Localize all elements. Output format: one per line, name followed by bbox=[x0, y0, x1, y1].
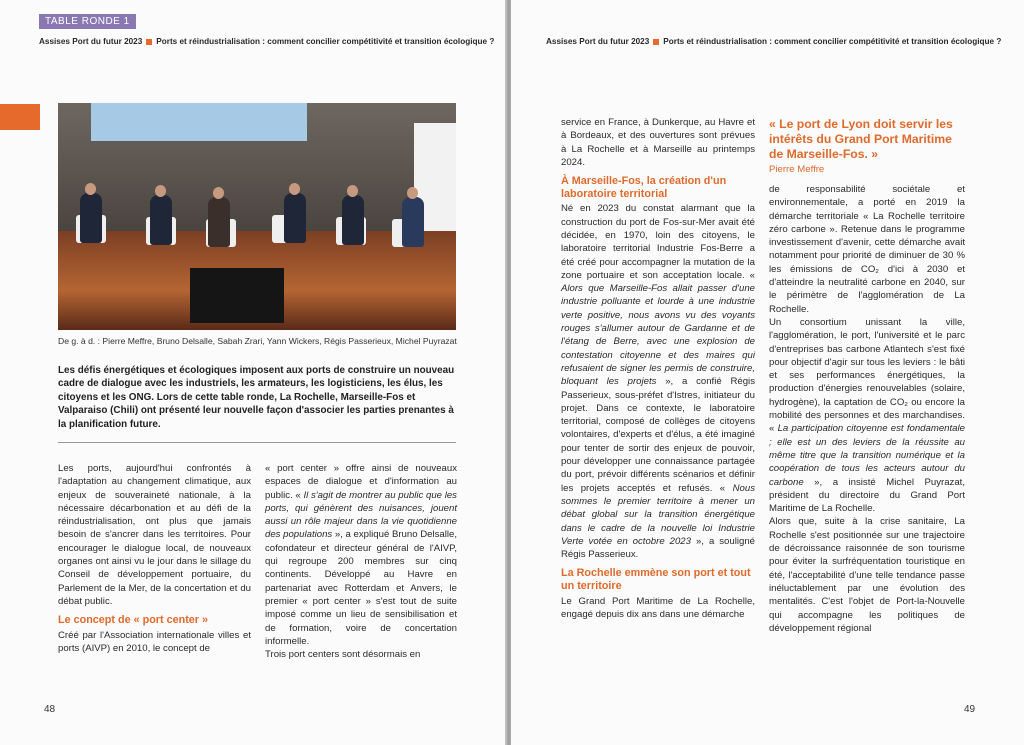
paragraph: « port center » offre ainsi de nouveaux espaces de dialogue et d'information au public. « Il s'agit de montrer au public que les ports, qui génèrent des nuisances, jouent aussi un rôle majeur dans la vie quotidienne des populations », a expliqué Bruno Delsalle, cofondateur et directeur général de l'AIVP, qui regroupe 200 membres sur cinq continents. Développé au Havre en partenariat avec Rotterdam et Anvers, le premier « port center » s'est tout de suite imposé comme un lieu de sensibilisation et de formation, voire de concertation informelle. bbox=[265, 463, 458, 647]
header-subject: Ports et réindustrialisation : comment concilier compétitivité et transition écologique ? bbox=[156, 37, 495, 46]
paragraph: Alors que, suite à la crise sanitaire, La Rochelle s'est positionnée sur une trajectoire de décroissance raisonnée de son tourisme pour éviter la surfréquentation touristique en été, l'acceptabilité d'une telle tendance passe inéluctablement par une évolution des mentalités. C'est l'objet de Port-la-Nouvelle qui accompagne les politiques de développement régional bbox=[769, 516, 965, 634]
subheading: La Rochelle emmène son port et tout un territoire bbox=[561, 567, 751, 592]
pull-quote-author: Pierre Meffre bbox=[769, 164, 825, 175]
pull-quote: « Le port de Lyon doit servir les intérêts du Grand Port Maritime de Marseille-Fos. » bbox=[769, 117, 953, 162]
running-header bbox=[546, 37, 1001, 46]
paragraph: Le Grand Port Maritime de La Rochelle, engagé depuis dix ans dans une démarche bbox=[561, 595, 755, 620]
subheading: À Marseille-Fos, la création d'un laboratoire territorial bbox=[561, 175, 727, 200]
stage-monitor bbox=[190, 268, 284, 323]
page-number: 48 bbox=[44, 704, 56, 715]
panelist bbox=[150, 195, 172, 245]
quote-text: Alors que Marseille-Fos allait passer d'une industrie polluante et lourde à une industrie verte positive, nous avons vu des voyants rouges s'allumer autour de Gardanne et de l'étang de Berre, avec une explosion de contestation citoyenne et des maires qui refusaient de signer les permis de construire, bloquant les projets bbox=[561, 283, 755, 388]
photo-caption: De g. à d. : Pierre Meffre, Bruno Delsalle, Sabah Zrari, Yann Wickers, Régis Passerieux, Michel Puyrazat bbox=[58, 336, 457, 346]
quote-text: La participation citoyenne est fondamentale ; elle est un des leviers de la réussite au même titre que la transition numérique et la coopération de tous les acteurs autour du carbone bbox=[769, 423, 965, 488]
paragraph: Trois port centers sont désormais en bbox=[265, 649, 421, 661]
divider bbox=[58, 442, 456, 443]
paragraph: Créé par l'Association internationale villes et ports (AIVP) en 2010, le concept de bbox=[58, 629, 251, 655]
orange-marker bbox=[0, 104, 40, 130]
quote-text: Il s'agit de montrer au public que les ports, qui génèrent des nuisances, jouent aussi un rôle majeur dans la vie quotidienne des populations bbox=[265, 489, 457, 541]
quote-text: Nous sommes le premier territoire à mener un débat global sur la transition énergétique dans le cadre de la nouvelle loi Industrie Verte votée en octobre 2023 bbox=[561, 482, 755, 547]
left-column-2 bbox=[265, 462, 457, 661]
running-header bbox=[39, 37, 494, 46]
paragraph: Les ports, aujourd'hui confrontés à l'adaptation au changement climatique, aux enjeux de souveraineté nationale, à la nécessaire décarbonation et au défi de la réindustrialisation, ont plus que jamais besoin de s'ancrer dans les territoires. Pour encourager le dialogue local, de nouveaux organes ont ainsi vu le jour dans le sillage du Conseil de développement portuaire, du Parlement de la Mer, de la concertation et du débat public. bbox=[58, 463, 251, 607]
left-page bbox=[0, 0, 507, 745]
right-column-1 bbox=[561, 116, 755, 621]
panelist bbox=[208, 197, 230, 247]
subheading: Le concept de « port center » bbox=[58, 614, 208, 627]
projection-screen bbox=[91, 103, 307, 141]
panelist bbox=[284, 193, 306, 243]
section-tag: TABLE RONDE 1 bbox=[39, 14, 136, 29]
page-number: 49 bbox=[964, 704, 976, 715]
orange-square-icon bbox=[146, 39, 152, 45]
panelist bbox=[402, 197, 424, 247]
right-page bbox=[511, 0, 1024, 745]
right-column-2 bbox=[769, 183, 965, 635]
paragraph: de responsabilité sociétale et environnementale, a porté en 2019 la démarche territoriale « La Rochelle territoire zéro carbone ». Retenue dans le programme investissement d'avenir, cette démarche avait notamment pour priorité de diminuer de 30 % les émissions de CO₂ d'ici à 2030 et d'atteindre la neutralité carbone en 2040, sur le périmètre de l'agglomération de La Rochelle. bbox=[769, 184, 965, 315]
header-event: Assises Port du futur 2023 bbox=[39, 37, 143, 46]
header-event: Assises Port du futur 2023 bbox=[546, 37, 650, 46]
header-subject: Ports et réindustrialisation : comment concilier compétitivité et transition écologique ? bbox=[663, 37, 1002, 46]
article-intro: Les défis énergétiques et écologiques imposent aux ports de construire un nouveau cadre de dialogue avec les industriels, les armateurs, les logisticiens, les élus, les citoyens et les ONG. Lors de cette table ronde, La Rochelle, Marseille-Fos et Valparaiso (Chili) ont présenté leur nouvelle façon d'associer les parties prenantes à la planification future. bbox=[58, 365, 455, 430]
left-column-1 bbox=[58, 462, 251, 655]
round-table-photo bbox=[58, 103, 456, 330]
paragraph: service en France, à Dunkerque, au Havre et à Bordeaux, et des ouvertures sont prévues à La Rochelle et à Marseille au printemps 2024. bbox=[561, 117, 755, 168]
paragraph: Né en 2023 du constat alarmant que la construction du port de Fos-sur-Mer avait été décidée, en 1970, loin des citoyens, le laboratoire territorial Industrie Fos-Berre a été créé pour accompagner la mutation de la zone portuaire et son acceptation locale. « Alors que Marseille-Fos allait passer d'une industrie polluante et lourde à une industrie verte positive, nous avons vu des voyants rouges s'allumer autour de Gardanne et de l'étang de Berre, avec une explosion de contestation citoyenne et des maires qui refusaient de signer les permis de construire, bloquant les projets », a confié Régis Passerieux, sous-préfet d'Istres, initiateur du projet. Dans ce contexte, le laboratoire territorial, composé de collèges de citoyens volontaires, d'experts et d'élus, a été imaginé pour tenter de sortir des enjeux de pouvoir, pour développer une connaissance partagée du port, prévoir différents scénarios et définir les projets acceptés et refusés. « Nous sommes le premier territoire à mener un débat global sur la transition énergétique dans le cadre de la nouvelle loi Industrie Verte votée en octobre 2023 », a souligné Régis Passerieux. bbox=[561, 203, 755, 561]
orange-square-icon bbox=[653, 39, 659, 45]
paragraph: Un consortium unissant la ville, l'agglomération, le port, l'université et le parc d'entreprises bas carbone Atlantech s'est fixé pour objectif d'agir sur tous les leviers : le bâti et ses performances énergétiques, la production d'énergies renouvelables (solaire, hydrogène), la captation de CO₂ ou encore la mobilité des personnes et des marchandises. « La participation citoyenne est fondamentale ; elle est un des leviers de la réussite au même titre que la transition numérique et la coopération de tous les acteurs autour du carbone », a insisté Michel Puyrazat, président du directoire du Grand Port Maritime de La Rochelle. bbox=[769, 316, 965, 515]
panelist bbox=[80, 193, 102, 243]
panelist bbox=[342, 195, 364, 245]
